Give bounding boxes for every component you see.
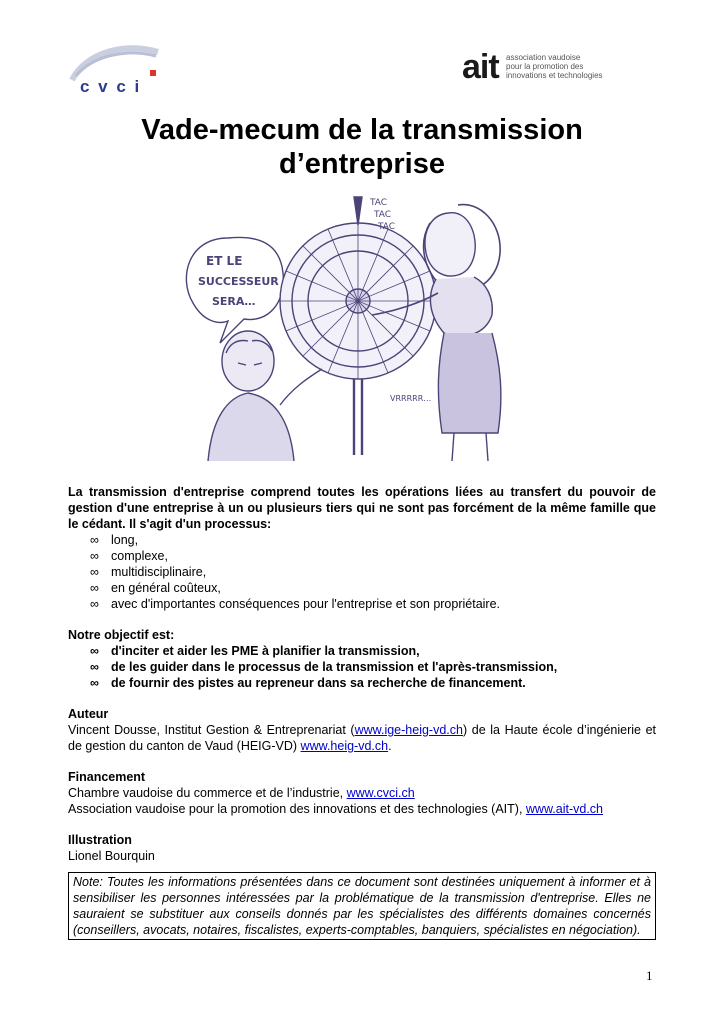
bullet-icon: ∞ bbox=[90, 533, 99, 547]
heig-link[interactable]: www.heig-vd.ch bbox=[300, 739, 389, 753]
objective-list bbox=[68, 643, 656, 691]
disclaimer-note: Note: Toutes les informations présentées dans ce document sont destinées uniquement à informer et à sensibiliser les personnes intéressées par la problématique de la transmission d'entreprise. Elles ne sauraient se substituer aux conseils donnés par les spécialistes des différents domaines concernés (conseillers, avocats, notaires, fiscalistes, experts-comptables, banquiers, spécialistes en négociation). bbox=[68, 872, 656, 940]
cvci-link[interactable]: www.cvci.ch bbox=[346, 786, 415, 800]
funding-line-1: Chambre vaudoise du commerce et de l’industrie, www.cvci.ch bbox=[68, 786, 415, 800]
list-item: ∞ long, bbox=[90, 533, 139, 547]
list-item: ∞ d'inciter et aider les PME à planifier la transmission, bbox=[90, 644, 420, 658]
title-line-1: Vade-mecum de la transmission bbox=[141, 114, 583, 146]
cartoon-illustration bbox=[168, 193, 540, 461]
page-title bbox=[0, 113, 724, 181]
funding-line-2: Association vaudoise pour la promotion des innovations et des technologies (AIT), www.ait-vd.ch bbox=[68, 802, 604, 816]
author-text: Vincent Dousse, Institut Gestion & Entreprenariat (www.ige-heig-vd.ch) de la Haute école d’ingénierie et de gestion du canton de Vaud (HEIG-VD) www.heig-vd.ch. bbox=[68, 723, 656, 753]
speech-bubble-line-3: SERA… bbox=[212, 295, 256, 308]
list-item: ∞ complexe, bbox=[90, 549, 168, 563]
cvci-logo-text: c v c i bbox=[80, 77, 142, 96]
bullet-icon: ∞ bbox=[90, 644, 99, 658]
bullet-icon: ∞ bbox=[90, 581, 99, 595]
bullet-icon: ∞ bbox=[90, 565, 99, 579]
ait-tagline-line: innovations et technologies bbox=[506, 71, 603, 80]
bullet-icon: ∞ bbox=[90, 549, 99, 563]
sound-tac-3: TAC bbox=[378, 222, 396, 232]
list-item: ∞ avec d'importantes conséquences pour l'entreprise et son propriétaire. bbox=[90, 597, 501, 611]
ait-tagline-line: association vaudoise bbox=[506, 53, 581, 62]
ige-link[interactable]: www.ige-heig-vd.ch bbox=[354, 723, 463, 737]
author-heading: Auteur bbox=[68, 707, 109, 721]
speech-bubble-line-1: ET LE bbox=[206, 254, 243, 268]
list-item: ∞ en général coûteux, bbox=[90, 581, 221, 595]
bullet-icon: ∞ bbox=[90, 597, 99, 611]
page-number: 1 bbox=[646, 968, 653, 983]
list-item: ∞ de fournir des pistes au repreneur dans sa recherche de financement. bbox=[90, 676, 526, 690]
document-body bbox=[68, 484, 656, 940]
illustration-heading: Illustration bbox=[68, 833, 132, 847]
sound-vrrr: VRRRRR… bbox=[390, 394, 432, 403]
bullet-icon: ∞ bbox=[90, 676, 99, 690]
sound-tac-2: TAC bbox=[374, 210, 392, 220]
bullet-icon: ∞ bbox=[90, 660, 99, 674]
process-list bbox=[68, 532, 656, 612]
ait-link[interactable]: www.ait-vd.ch bbox=[525, 802, 604, 816]
objective-heading: Notre objectif est: bbox=[68, 628, 175, 642]
illustrator-name: Lionel Bourquin bbox=[68, 849, 155, 863]
speech-bubble-line-2: SUCCESSEUR bbox=[198, 275, 279, 288]
ait-logo-mark: ait bbox=[462, 48, 499, 86]
list-item: ∞ de les guider dans le processus de la transmission et l'après-transmission, bbox=[90, 660, 558, 674]
title-line-2: d’entreprise bbox=[279, 148, 445, 180]
ait-logo-tagline bbox=[506, 53, 603, 80]
sound-tac-1: TAC bbox=[370, 198, 388, 208]
list-item: ∞ multidisciplinaire, bbox=[90, 565, 207, 579]
funding-heading: Financement bbox=[68, 770, 146, 784]
ait-tagline-line: pour la promotion des bbox=[506, 62, 584, 71]
ait-logo bbox=[462, 50, 632, 88]
intro-paragraph: La transmission d'entreprise comprend toutes les opérations liées au transfert du pouvoir de gestion d'une entreprise à un ou plusieurs tiers qui ne sont pas forcément de la même famille que le cédant. Il s'agit d'un processus: bbox=[68, 485, 656, 531]
cvci-logo bbox=[66, 42, 162, 98]
